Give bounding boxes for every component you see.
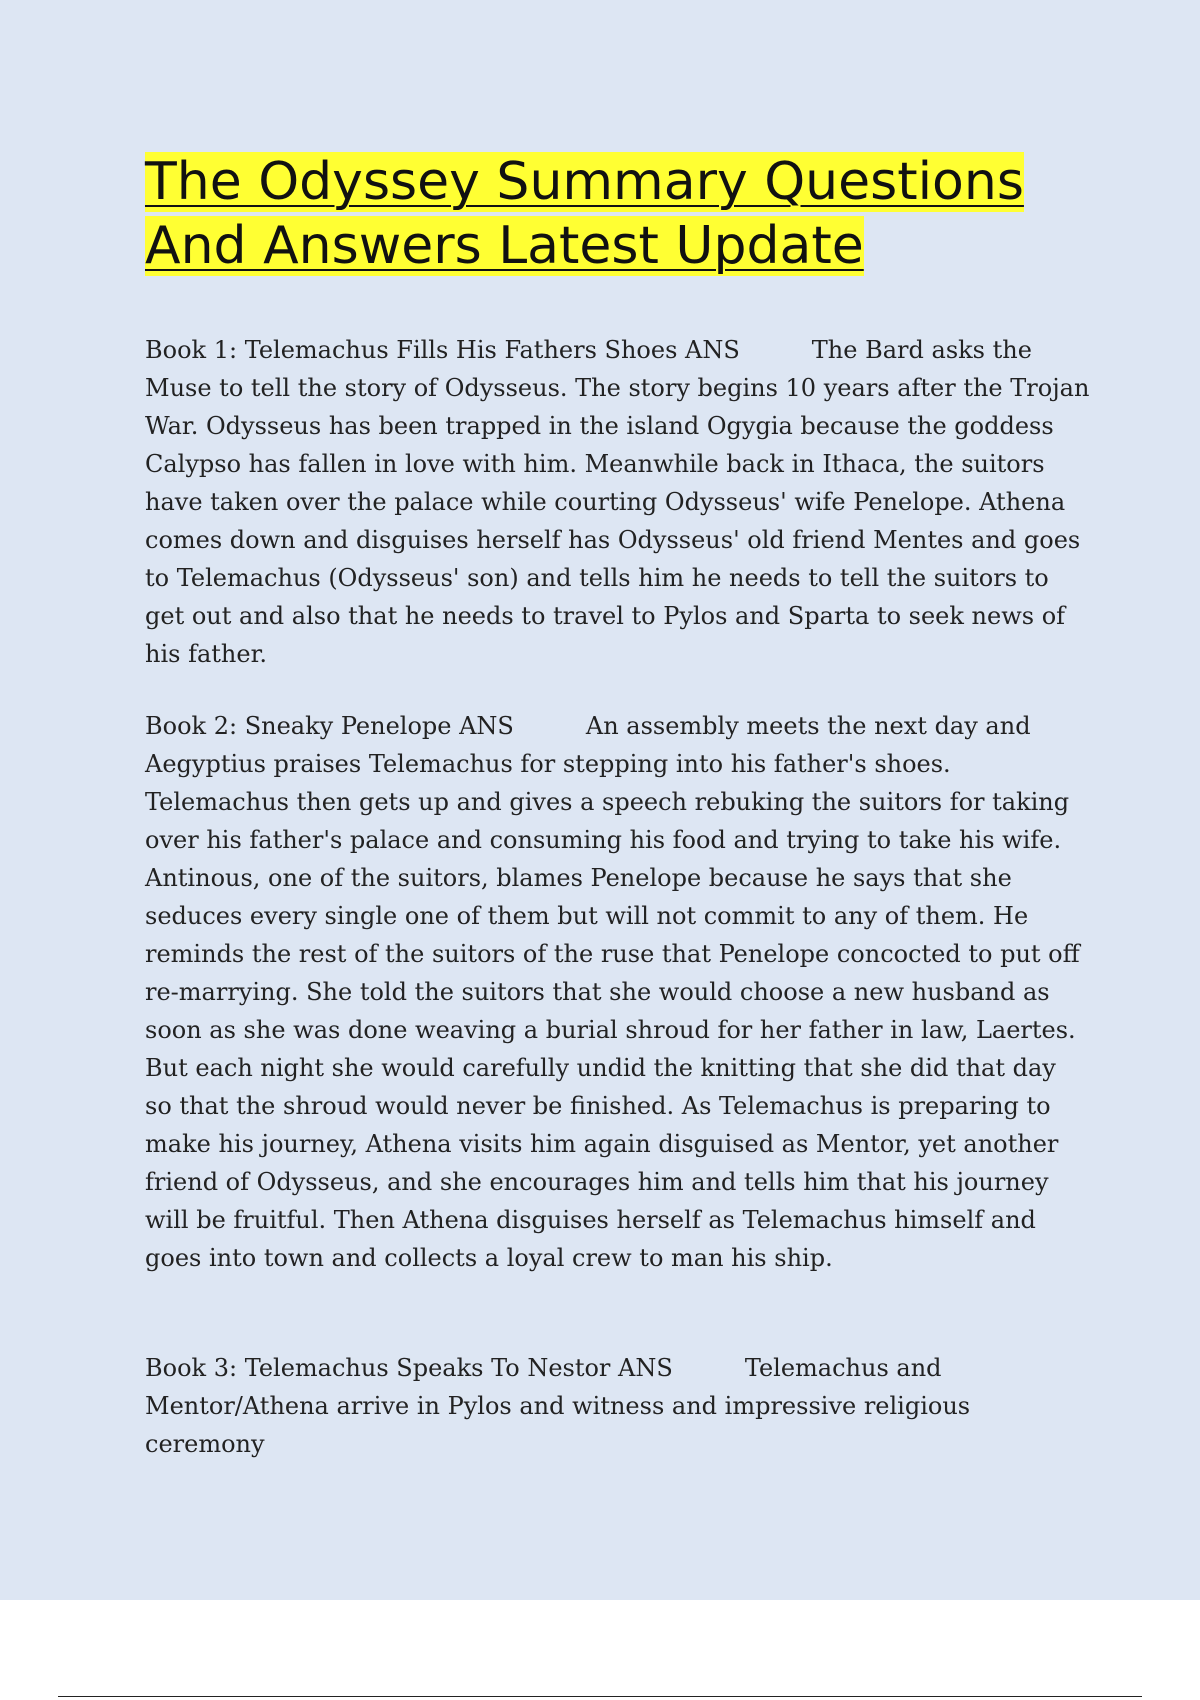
footer-divider [58,1696,1142,1697]
entry-book-1 [145,331,1090,673]
question-text: Book 2: Sneaky Penelope ANS [145,712,514,740]
entry-book-3 [145,1349,1090,1463]
title-line-1: The Odyssey Summary Questions [145,152,1024,212]
question-text: Book 1: Telemachus Fills His Fathers Shoes ANS [145,336,740,364]
answer-text: Telemachus and Mentor/Athena arrive in Pylos and witness and impressive religious ceremony [145,1354,971,1458]
entry-book-2 [145,707,1090,1277]
answer-text: The Bard asks the Muse to tell the story of Odysseus. The story begins 10 years after the Trojan War. Odysseus has been trapped in the island Ogygia because the goddess Calypso has fallen in love with him. Meanwhile back in Ithaca, the suitors have taken over the palace while courting Odysseus' wife Penelope. Athena comes down and disguises herself has Odysseus' old friend Mentes and goes to Telemachus (Odysseus' son) and tells him he needs to tell the suitors to get out and also that he needs to travel to Pylos and Sparta to seek news of his father. [145,336,1090,668]
question-text: Book 3: Telemachus Speaks To Nestor ANS [145,1354,673,1382]
document-title [145,150,1105,278]
title-line-2: And Answers Latest Update [145,216,864,276]
answer-text: An assembly meets the next day and Aegyptius praises Telemachus for stepping into his father's shoes. Telemachus then gets up and gives a speech rebuking the suitors for taking over his father's palace and consuming his food and trying to take his wife. Antinous, one of the suitors, blames Penelope because he says that she seduces every single one of them but will not commit to any of them. He reminds the rest of the suitors of the ruse that Penelope concocted to put off re-marrying. She told the suitors that she would choose a new husband as soon as she was done weaving a burial shroud for her father in law, Laertes. But each night she would carefully undid the knitting that she did that day so that the shroud would never be finished. As Telemachus is preparing to make his journey, Athena visits him again disguised as Mentor, yet another friend of Odysseus, and she encourages him and tells him that his journey will be fruitful. Then Athena disguises herself as Telemachus himself and goes into town and collects a loyal crew to man his ship. [145,712,1080,1272]
